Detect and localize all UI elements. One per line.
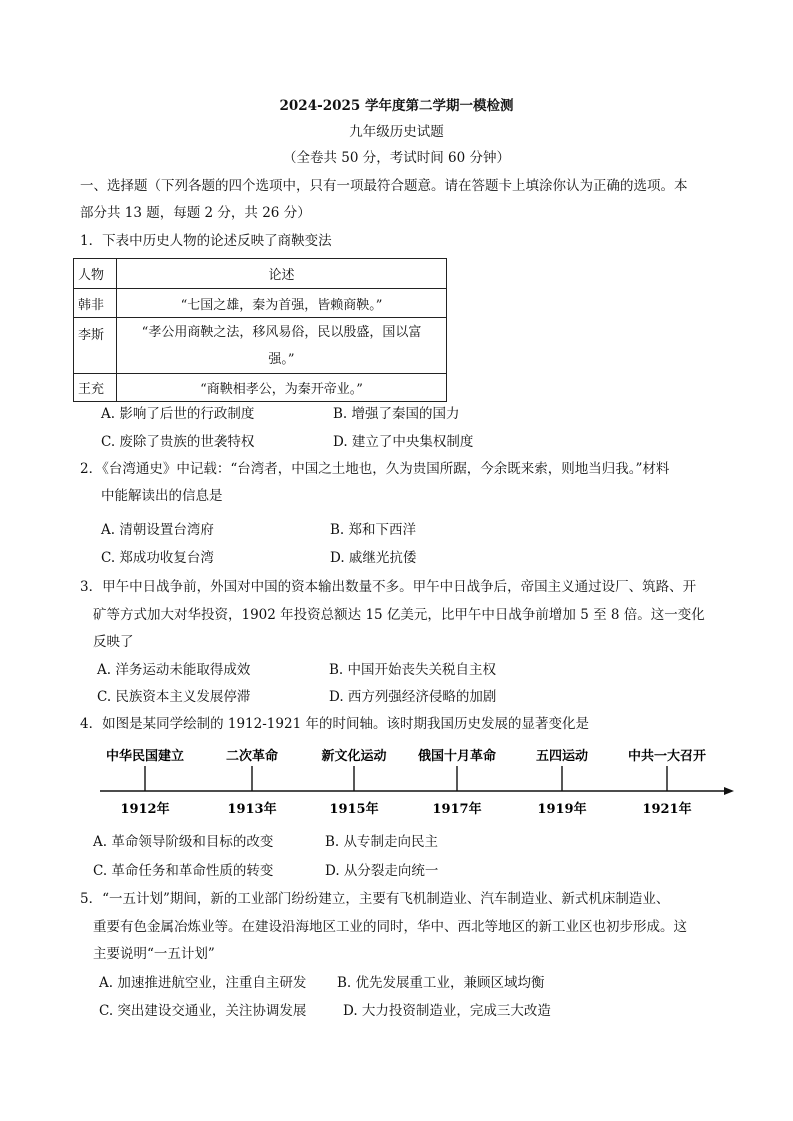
q5-stem-line2: 重要有色金属冶炼业等。在建设沿海地区工业的同时，华中、西北等地区的新工业区也初步形成。这 bbox=[93, 919, 687, 935]
q3-option-a[interactable]: A. 洋务运动未能取得成效 bbox=[97, 662, 251, 678]
table-header-quote: 论述 bbox=[117, 259, 447, 289]
timeline-event-year: 1919年 bbox=[537, 802, 587, 817]
arrow-right-icon bbox=[724, 787, 734, 795]
timeline-event-label: 新文化运动 bbox=[321, 749, 387, 764]
timeline-event bbox=[106, 748, 184, 817]
q1-table bbox=[73, 258, 447, 402]
timeline-event-year: 1912年 bbox=[120, 802, 170, 817]
q5-option-a[interactable]: A. 加速推进航空业，注重自主研发 bbox=[99, 975, 307, 991]
timeline-event-label: 二次革命 bbox=[225, 749, 279, 764]
timeline-event bbox=[226, 748, 278, 817]
q1-stem: 1．下表中历史人物的论述反映了商鞅变法 bbox=[80, 233, 332, 249]
q4-option-b[interactable]: B. 从专制走向民主 bbox=[325, 834, 439, 850]
q3-option-b[interactable]: B. 中国开始丧失关税自主权 bbox=[329, 662, 497, 678]
timeline-event-label: 中华民国建立 bbox=[105, 749, 185, 764]
table-header-person: 人物 bbox=[74, 259, 117, 289]
q4-option-c[interactable]: C. 革命任务和革命性质的转变 bbox=[93, 863, 274, 879]
table-header-row bbox=[74, 259, 447, 289]
table-cell-quote: “七国之雄，秦为首强，皆赖商鞅。” bbox=[117, 289, 447, 318]
table-cell-quote: “商鞅相孝公，为秦开帝业。” bbox=[117, 374, 447, 402]
table-cell-person: 韩非 bbox=[74, 289, 117, 318]
timeline-event bbox=[536, 748, 588, 817]
exam-title: 2024-2025 学年度第二学期一模检测 bbox=[279, 98, 514, 114]
q2-option-b[interactable]: B. 郑和下西洋 bbox=[330, 522, 417, 538]
timeline-event-label: 五四运动 bbox=[535, 749, 589, 764]
quote-line: 强。” bbox=[268, 351, 295, 367]
q2-stem-line1: 2．《台湾通史》中记载：“台湾者，中国之土地也，久为贵国所踞，今余既来索，则地当归我。”材料 bbox=[80, 461, 670, 477]
q1-option-d[interactable]: D. 建立了中央集权制度 bbox=[333, 434, 474, 450]
table-cell-quote bbox=[117, 318, 447, 374]
q3-option-d[interactable]: D. 西方列强经济侵略的加剧 bbox=[329, 689, 497, 705]
q2-option-d[interactable]: D. 戚继光抗倭 bbox=[330, 550, 417, 566]
table-row bbox=[74, 374, 447, 402]
q2-stem-line2: 中能解读出的信息是 bbox=[101, 488, 223, 504]
q2-option-a[interactable]: A. 清朝设置台湾府 bbox=[101, 522, 214, 538]
quote-line: “孝公用商鞅之法，移风易俗，民以殷盛，国以富 bbox=[141, 324, 422, 340]
q1-option-c[interactable]: C. 废除了贵族的世袭特权 bbox=[101, 434, 255, 450]
q5-option-d[interactable]: D. 大力投资制造业，完成三大改造 bbox=[343, 1003, 551, 1019]
section-heading-line2: 部分共 13 题，每题 2 分，共 26 分） bbox=[80, 205, 311, 221]
q4-option-a[interactable]: A. 革命领导阶级和目标的改变 bbox=[93, 834, 274, 850]
table-cell-person: 李斯 bbox=[74, 318, 117, 374]
q3-stem-line2: 矿等方式加大对华投资，1902 年投资总额达 15 亿美元，比甲午中日战争前增加 5 至 8 倍。这一变化 bbox=[93, 607, 705, 623]
q1-option-a[interactable]: A. 影响了后世的行政制度 bbox=[101, 406, 255, 422]
exam-note: （全卷共 50 分，考试时间 60 分钟） bbox=[282, 150, 511, 166]
q3-option-c[interactable]: C. 民族资本主义发展停滞 bbox=[97, 689, 251, 705]
timeline-event-year: 1913年 bbox=[227, 802, 277, 817]
table-row bbox=[74, 318, 447, 374]
timeline-event-year: 1915年 bbox=[329, 802, 379, 817]
table-cell-person: 王充 bbox=[74, 374, 117, 402]
q5-stem-line1: 5．“一五计划”期间，新的工业部门纷纷建立，主要有飞机制造业、汽车制造业、新式机床制造业、 bbox=[80, 891, 670, 907]
exam-subtitle: 九年级历史试题 bbox=[349, 124, 444, 140]
q3-stem-line3: 反映了 bbox=[93, 634, 134, 650]
timeline-event bbox=[628, 748, 706, 817]
q5-option-b[interactable]: B. 优先发展重工业，兼顾区域均衡 bbox=[337, 975, 545, 991]
table-row bbox=[74, 289, 447, 318]
q4-stem: 4．如图是某同学绘制的 1912-1921 年的时间轴。该时期我国历史发展的显著变化是 bbox=[80, 716, 589, 732]
timeline-event-year: 1921年 bbox=[642, 802, 692, 817]
timeline-event-label: 俄国十月革命 bbox=[417, 749, 497, 764]
q2-option-c[interactable]: C. 郑成功收复台湾 bbox=[101, 550, 214, 566]
q4-option-d[interactable]: D. 从分裂走向统一 bbox=[325, 863, 439, 879]
q5-stem-line3: 主要说明“一五计划” bbox=[93, 946, 215, 962]
q4-timeline bbox=[100, 744, 740, 824]
timeline-event-year: 1917年 bbox=[432, 802, 482, 817]
timeline-event bbox=[418, 748, 496, 817]
q5-option-c[interactable]: C. 突出建设交通业，关注协调发展 bbox=[99, 1003, 307, 1019]
section-heading-line1: 一、选择题（下列各题的四个选项中，只有一项最符合题意。请在答题卡上填涂你认为正确的选项。本 bbox=[80, 178, 688, 194]
q1-option-b[interactable]: B. 增强了秦国的国力 bbox=[333, 406, 460, 422]
timeline-event bbox=[321, 748, 386, 817]
q3-stem-line1: 3．甲午中日战争前，外国对中国的资本输出数量不多。甲午中日战争后，帝国主义通过设厂、筑路、开 bbox=[80, 579, 697, 595]
timeline-event-label: 中共一大召开 bbox=[627, 749, 707, 764]
